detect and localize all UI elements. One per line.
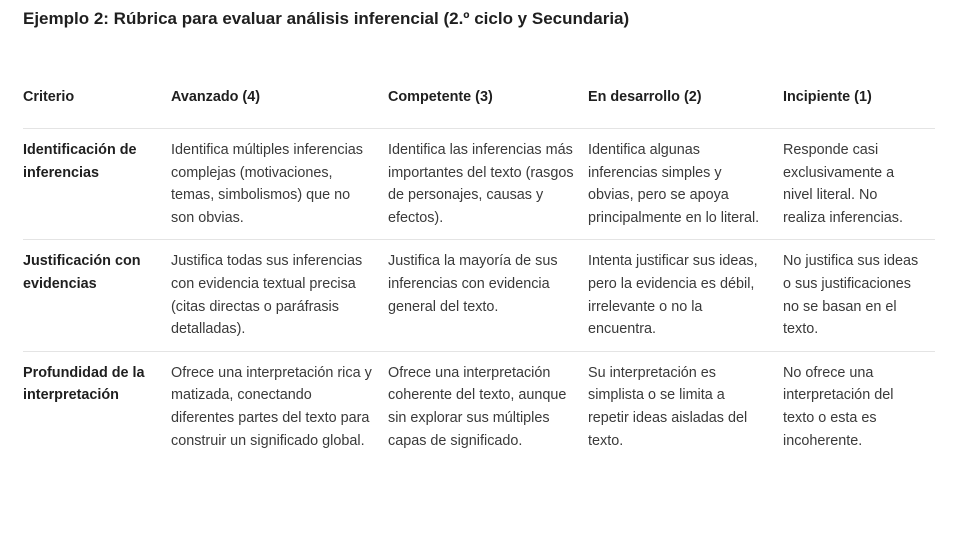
table-cell: Su interpretación es simplista o se limita a repetir ideas aisladas del texto.	[588, 364, 748, 449]
table-cell: Justifica todas sus inferencias con evidencia textual precisa (citas directas o paráfrasis detalladas).	[171, 240, 388, 351]
column-header-avanzado: Avanzado (4)	[171, 78, 388, 129]
column-header-incipiente: Incipiente (1)	[783, 78, 935, 129]
table-cell: Ofrece una interpretación coherente del texto, aunque sin explorar sus múltiples capas de significado.	[388, 364, 567, 449]
column-header-en-desarrollo: En desarrollo (2)	[588, 78, 783, 129]
table-cell: Ofrece una interpretación rica y matizada, conectando diferentes partes del texto para construir un significado global.	[171, 364, 372, 449]
page-title: Ejemplo 2: Rúbrica para evaluar análisis inferencial (2.º ciclo y Secundaria)	[23, 9, 630, 28]
row-criterion: Justificación con evidencias	[23, 240, 171, 351]
row-criterion: Profundidad de la interpretación	[23, 364, 145, 404]
table-cell: No ofrece una interpretación del texto o esta es incoherente.	[783, 364, 894, 449]
table-cell: Intenta justificar sus ideas, pero la evidencia es débil, irrelevante o no la encuentra.	[588, 240, 783, 351]
rubric-table	[23, 78, 935, 462]
row-criterion: Identificación de inferencias	[23, 129, 171, 240]
column-header-competente: Competente (3)	[388, 78, 588, 129]
table-cell: Identifica algunas inferencias simples y obvias, pero se apoya principalmente en lo literal.	[588, 129, 783, 240]
table-row	[23, 351, 935, 462]
table-cell: Responde casi exclusivamente a nivel literal. No realiza inferencias.	[783, 129, 935, 240]
table-row	[23, 129, 935, 240]
table-row	[23, 240, 935, 351]
column-header-criterio: Criterio	[23, 78, 171, 129]
table-cell: Identifica múltiples inferencias complejas (motivaciones, temas, simbolismos) que no son obvias.	[171, 129, 388, 240]
table-header-row	[23, 78, 935, 129]
table-cell: Identifica las inferencias más importantes del texto (rasgos de personajes, causas y efectos).	[388, 129, 588, 240]
table-cell: No justifica sus ideas o sus justificaciones no se basan en el texto.	[783, 240, 935, 351]
table-cell: Justifica la mayoría de sus inferencias con evidencia general del texto.	[388, 240, 588, 351]
